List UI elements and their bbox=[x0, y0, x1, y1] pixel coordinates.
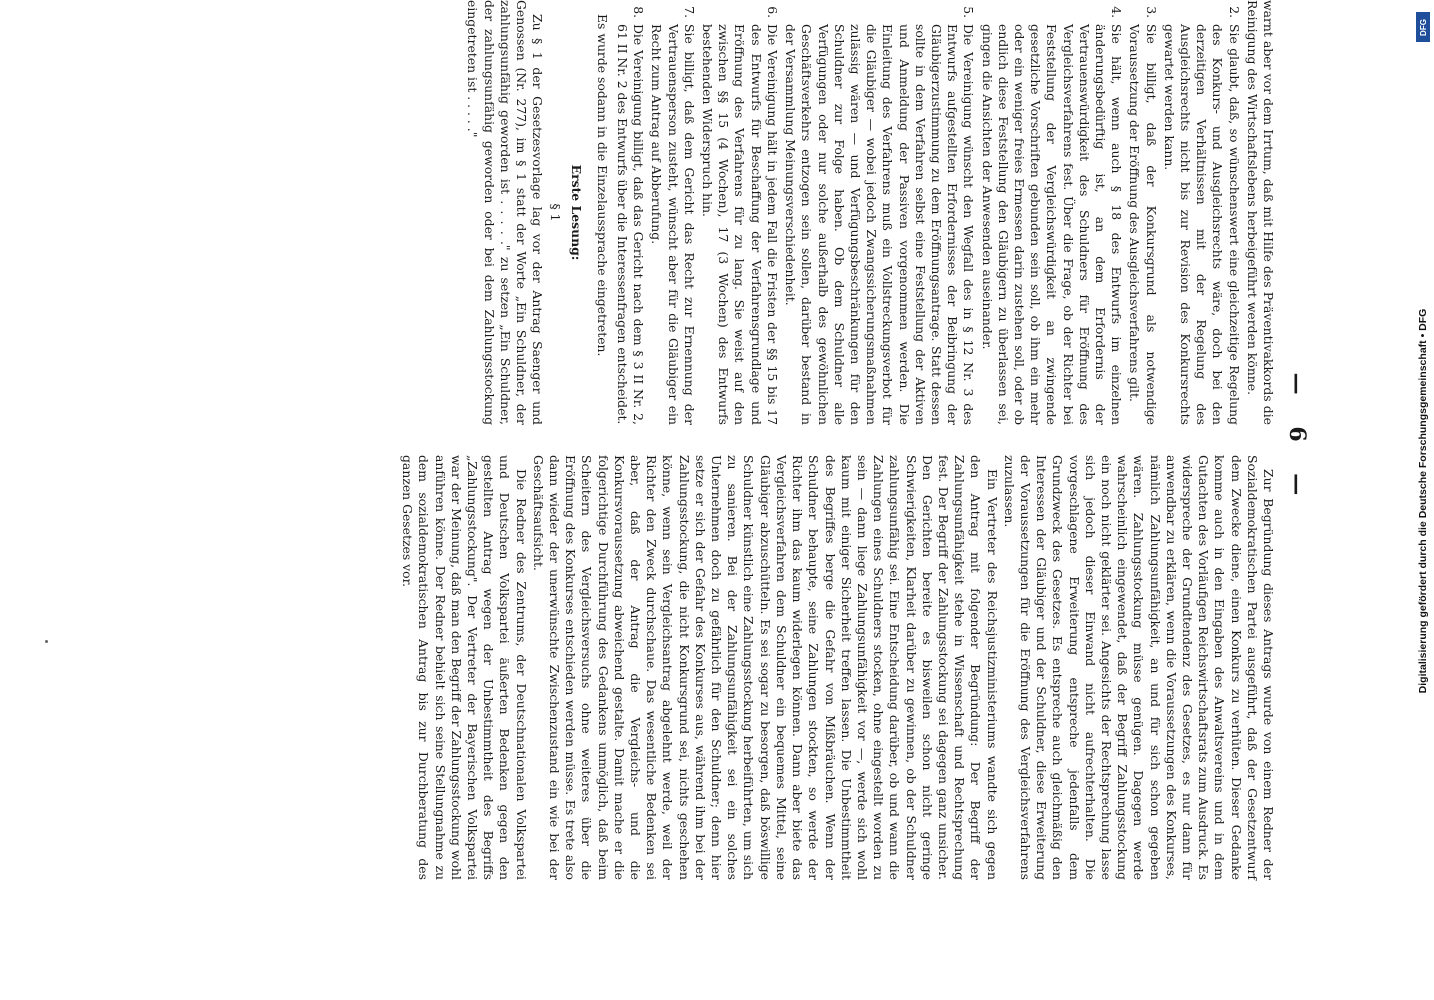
page-number-header: — 6 — bbox=[1284, 372, 1310, 508]
intro-paragraph: warnt aber vor dem Irrtum, daß mit Hilfe des Präventivakkords die Reinigung des Wirtschaftslebens herbeigeführt werden könne. bbox=[1244, 0, 1276, 425]
scan-speck bbox=[45, 640, 48, 643]
dfg-watermark-text: Digitalisierung gefördert durch die Deutsche Forschungsgemeinschaft • DFG bbox=[1417, 308, 1429, 694]
resolution-list bbox=[614, 0, 1242, 425]
list-item: 7. Sie billigt, daß dem Gericht das Recht zur Ernennung der Vertrauensperson zusteht, wünscht aber für die Gläubiger ein Recht zum Antrag auf Abberufung. bbox=[648, 22, 697, 425]
dfg-logo-icon: DFG bbox=[1416, 12, 1430, 42]
left-column bbox=[463, 0, 1276, 425]
list-item: 5. Die Vereinigung wünscht den Wegfall des in § 12 Nr. 3 des Entwurfs aufgestellten Erfordernisses der Beibringung der Gläubigerzustimmung zu dem Eröffnungsantrage. Statt dessen sollte in dem Verfahren selbst eine Feststellung der Aktiven und Anmeldung der Passiven vorgenommen werden. Die Einleitung des Verfahrens muß ein Vollstreckungsverbot für die Gläubiger — wobei jedoch Zwangssicherungsmaßnahmen zulässig wären — und Verfügungsbeschränkungen für den Schuldner zur Folge haben. Ob dem Schuldner alle Verfügungen oder nur solche außerhalb des gewöhnlichen Geschäftsverkehrs entzogen sein sollen, darüber bestand in der Versammlung Meinungsverschiedenheit. bbox=[782, 22, 976, 425]
reading-heading: Erste Lesung: bbox=[568, 164, 584, 261]
list-item: 8. Die Vereinigung billigt, daß das Gericht nach dem § 3 II Nr. 2, 61 II Nr. 2 des Entwurfs über die Interessenfragen entscheidet. bbox=[614, 22, 646, 425]
list-item: 2. Sie glaubt, daß, so wünschenswert eine gleichzeitige Regelung des Konkurs- und Ausgleichsrechts wäre, doch bei den derzeitigen Verhältnissen mit der Regelung des Ausgleichsrechts nicht bis zur Revision des Konkursrechts gewartet werden kann. bbox=[1161, 22, 1242, 425]
body-paragraph: Die Redner des Zentrums, der Deutschnationalen Volkspartei und Deutschen Volkspartei äußerten Bedenken gegen den gestellten Antrag wegen der Unbestimmtheit des Begriffs „Zahlungsstockung". Der Vertreter der Bayerischen Volkspartei war der Meinung, daß man den Begriff der Zahlungsstockung wohl anführen könne. Der Redner behielt sich seine Stellungnahme zu dem sozialdemokratischen Antrag bis zur Durchberatung des ganzen Gesetzes vor. bbox=[400, 455, 529, 880]
scanned-page bbox=[70, 0, 1310, 880]
list-item: 6. Die Vereinigung hält in jedem Fall die Fristen der §§ 15 bis 17 des Entwurfs für Beschaffung der Verfahrensgrundlage und Eröffnung des Verfahrens für zu lang. Sie weist auf den zwischen §§ 15 (4 Wochen), 17 (3 Wochen) des Entwurfs bestehenden Widerspruch hin. bbox=[699, 22, 780, 425]
list-item: 3. Sie billigt, daß der Konkursgrund als notwendige Voraussetzung der Eröffnung des Ausgleichsverfahrens gilt. bbox=[1126, 22, 1158, 425]
closing-paragraph: Zu § 1 der Gesetzesvorlage lag vor der Antrag Saenger und Genossen (Nr. 277), im § 1 statt der Worte „Ein Schuldner, der zahlungsunfähig geworden ist . . . . ." zu setzen „Ein Schuldner, der zahlungsunfähig geworden oder bei dem Zahlungsstockung eingetreten ist . . . . ." bbox=[465, 0, 546, 425]
body-paragraph: Ein Vertreter des Reichsjustizministeriums wandte sich gegen den Antrag mit folgender Begründung: Der Begriff der Zahlungsunfähigkeit stehe in Wissenschaft und Rechtsprechung fest. Der Begriff der Zahlungsstockung sei dagegen ganz unsicher. Den Gerichten bereite es bisweilen schon nicht geringe Schwierigkeiten, Klarheit darüber zu gewinnen, ob der Schuldner zahlungsunfähig sei. Eine Entscheidung darüber, ob und wann die Zahlungen eines Schuldners stocken, ohne eingestellt worden zu sein — dann liege Zahlungsunfähigkeit vor —, werde sich wohl kaum mit einiger Sicherheit treffen lassen. Die Unbestimmtheit des Begriffes berge die Gefahr von Mißbräuchen. Wenn der Schuldner behaupte, seine Zahlungen stockten, so werde der Richter ihm das kaum widerlegen können. Dann aber biete das Vergleichsverfahren dem Schuldner ein bequemes Mittel, seine Gläubiger abzuschütteln. Es sei sogar zu besorgen, daß böswillige Schuldner künstlich eine Zahlungsstockung herbeiführten, um sich zu sanieren. Bei der Zahlungsunfähigkeit sei ein solches Unternehmen doch zu gefährlich für den Schuldner; denn hier setze er sich der Gefahr des Konkurses aus, während ihm bei der Zahlungsstockung, die nicht Konkursgrund sei, nichts geschehen könne, wenn sein Vergleichsantrag abgelehnt werde, weil der Richter den Zweck durchschaue. Das wesentliche Bedenken sei aber, daß der Antrag die Vergleichs- und die Konkursvoraussetzung abweichend gestalte. Damit mache er die folgerichtige Durchführung des Gedankens unmöglich, daß beim Scheitern des Vergleichsversuchs ohne weiteres über die Eröffnung des Konkurses entschieden werden müsse. Es trete also dann wieder der unerwünschte Zwischenzustand ein wie bei der Geschäftsaufsicht. bbox=[530, 455, 1000, 880]
right-column bbox=[398, 455, 1276, 880]
dfg-watermark-strip bbox=[1415, 6, 1431, 996]
transition-paragraph: Es wurde sodann in die Einzelaussprache eingetreten. bbox=[594, 14, 610, 357]
list-item: 4. Sie hält, wenn auch § 18 des Entwurfs im einzelnen änderungsbedürftig ist, an dem Erfordernis der Vertrauenswürdigkeit des Schuldners für Eröffnung des Vergleichsverfahrens fest. Über die Frage, ob der Richter bei Feststellung der Vergleichswürdigkeit an zwingende gesetzliche Vorschriften gebunden sein soll, ob ihm ein mehr oder ein weniger freies Ermessen darin zustehen soll, oder ob endlich diese Feststellung den Gläubigern zu überlassen sei, gingen die Ansichten der Anwesenden auseinander. bbox=[978, 22, 1124, 425]
paragraph-mark: § 1 bbox=[548, 203, 564, 222]
body-paragraph: Zur Begründung dieses Antrags wurde von einem Redner der Sozialdemokratischen Partei ausgeführt, daß der Gesetzentwurf dem Zwecke diene, einen Konkurs zu verhüten. Dieser Gedanke komme auch in den Eingaben des Anwaltsvereins und in dem Gutachten des Vorläufigen Reichswirtschaftsrats zum Ausdruck. Es widerspreche der Grundtendenz des Gesetzes, es nur dann für anwendbar zu erklären, wenn die Voraussetzungen des Konkurses, nämlich Zahlungsunfähigkeit, an und für sich schon gegeben wären. Zahlungsstockung müsse genügen. Dagegen werde wahrscheinlich eingewendet, daß der Begriff Zahlungsstockung ein noch nicht geklärter sei. Angesichts der Rechtsprechung lasse sich jedoch dieser Einwand nicht aufrechterhalten. Die vorgeschlagene Erweiterung entspreche jedenfalls dem Grundzweck des Gesetzes. Es entspreche auch gleichmäßig den Interessen der Gläubiger und der Schuldner, diese Erweiterung der Voraussetzungen für die Eröffnung des Vergleichsverfahrens zuzulassen. bbox=[1001, 455, 1276, 880]
